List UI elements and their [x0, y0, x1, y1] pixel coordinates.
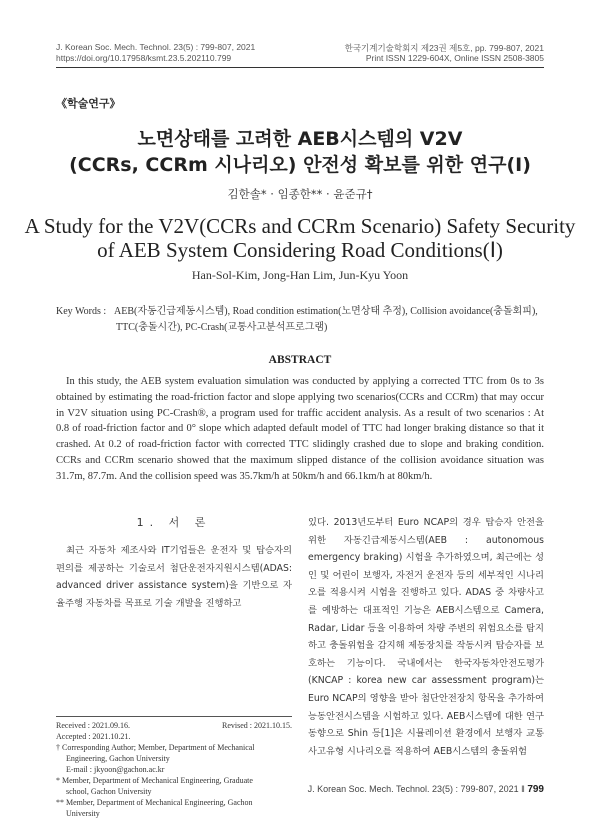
title-english-line2: of AEB System Considering Road Conditions(Ⅰ)	[97, 238, 503, 262]
journal-citation: J. Korean Soc. Mech. Technol. 23(5) : 799-807, 2021	[56, 42, 256, 52]
page-number: 799	[527, 784, 544, 795]
abstract-heading: ABSTRACT	[268, 354, 332, 366]
keywords-line1: AEB(자동긴급제동시스템), Road condition estimation(노면상태 추정), Collision avoidance(충돌회피),	[114, 306, 538, 317]
authors-english: Han-Sol-Kim, Jong-Han Lim, Jun-Kyu Yoon	[191, 268, 409, 282]
title-english-line1: A Study for the V2V(CCRs and CCRm Scenario) Safety Security	[24, 214, 576, 238]
corresponding-author-line1: † Corresponding Author; Member, Department of Mechanical	[56, 743, 255, 752]
title-korean-line2: (CCRs, CCRm 시나리오) 안전성 확보를 위한 연구(Ⅰ)	[69, 154, 531, 176]
member-note-1-line2: school, Gachon University	[66, 787, 152, 796]
authors-korean: 김한솔* · 임종한** · 윤준규†	[227, 187, 373, 201]
member-note-2-line1: ** Member, Department of Mechanical Engineering, Gachon	[56, 798, 253, 807]
title-korean-line1: 노면상태를 고려한 AEB시스템의 V2V	[137, 128, 463, 150]
intro-paragraph-left: 최근 자동차 제조사와 IT기업들은 운전자 및 탑승자의 편의를 제공하는 기술로서 첨단운전자지원시스템(ADAS: advanced driver assistance system)을 기반으로 자율주행 자동차를 목표로 기술 개발을 진행하고	[56, 545, 292, 609]
header-rule	[56, 67, 544, 68]
issn-info: Print ISSN 1229-604X, Online ISSN 2508-3805	[365, 53, 544, 63]
corresponding-author-email[interactable]: E-mail : jkyoon@gachon.ac.kr	[66, 765, 165, 774]
accepted-date: Accepted : 2021.10.21.	[56, 732, 131, 741]
keywords-label: Key Words :	[56, 306, 107, 317]
received-date: Received : 2021.09.16.	[56, 721, 130, 730]
member-note-1-line1: * Member, Department of Mechanical Engineering, Graduate	[56, 776, 253, 785]
abstract-body: In this study, the AEB system evaluation simulation was conducted by applying a corrected TTC from 0s to 3s obtained by estimating the road-friction factor and slope applying two scenarios(CCRs and CCRm) that may occur in V2V situation using PC-Crash®, a program used for traffic accident analysis. As a result of two scenarios : At 0.8 of road-friction factor and 0° slope which adapted default model of TTC had longer braking distance so that it crashed. At 0.2 of road-friction factor with corrected TTC slidingly crashed due to slope and braking condition. CCRs and CCRm scenario showed that the maximum slipped distance of the collision avoidance situation was 31.7m, 87.7m. And the collision speed was 35.7km/h at 50km/h and 66.1km/h at 80km/h.	[56, 376, 544, 482]
intro-paragraph-right: 있다. 2013년도부터 Euro NCAP의 경우 탑승자 안전을 위한 자동긴급제동시스템(AEB : autonomous emergency braking) 시험을 추가하였으며, 최근에는 성인 및 어린이 보행자, 자전거 운전자 등의 세부적인 시나리오를 적용시켜 시험을 진행하고 있다. ADAS 중 차량사고를 예방하는 대표적인 기능은 AEB시스템으로 Camera, Radar, Lidar 등을 이용하여 차량 주변의 위험요소를 탐지하고 충돌위험을 감지해 제동장치를 작동시켜 탑승자를 보호하는 기능이다. 국내에서는 한국자동차안전도평가(KNCAP : korea new car assessment program)는 Euro NCAP의 영향을 받아 첨단안전장치 항목을 추가하여 능동안전시스템을 시험하고 있다. AEB시스템에 대한 연구동향으로 Shin 등[1]은 시뮬레이션 환경에서 보행자 교통사고유형 시나리오를 적용하여 AEB시스템의 충돌위험	[308, 517, 544, 757]
footer-citation: J. Korean Soc. Mech. Technol. 23(5) : 799-807, 2021 ‖	[307, 784, 528, 794]
member-note-2-line2: University	[66, 809, 100, 818]
journal-citation-korean: 한국기계기술학회지 제23권 제5호, pp. 799-807, 2021	[344, 43, 544, 53]
corresponding-author-line2: Engineering, Gachon University	[66, 754, 170, 763]
section-heading-introduction: 1. 서 론	[136, 516, 212, 529]
article-notes	[56, 720, 292, 819]
page-footer	[308, 784, 544, 795]
article-category: 《학술연구》	[56, 97, 121, 110]
doi-link[interactable]: https://doi.org/10.17958/ksmt.23.5.202110.799	[56, 53, 232, 63]
footnote-rule	[56, 716, 292, 717]
revised-date: Revised : 2021.10.15.	[222, 721, 292, 730]
keywords-line2: TTC(충돌시간), PC-Crash(교통사고분석프로그램)	[116, 322, 328, 333]
keywords	[56, 304, 546, 336]
